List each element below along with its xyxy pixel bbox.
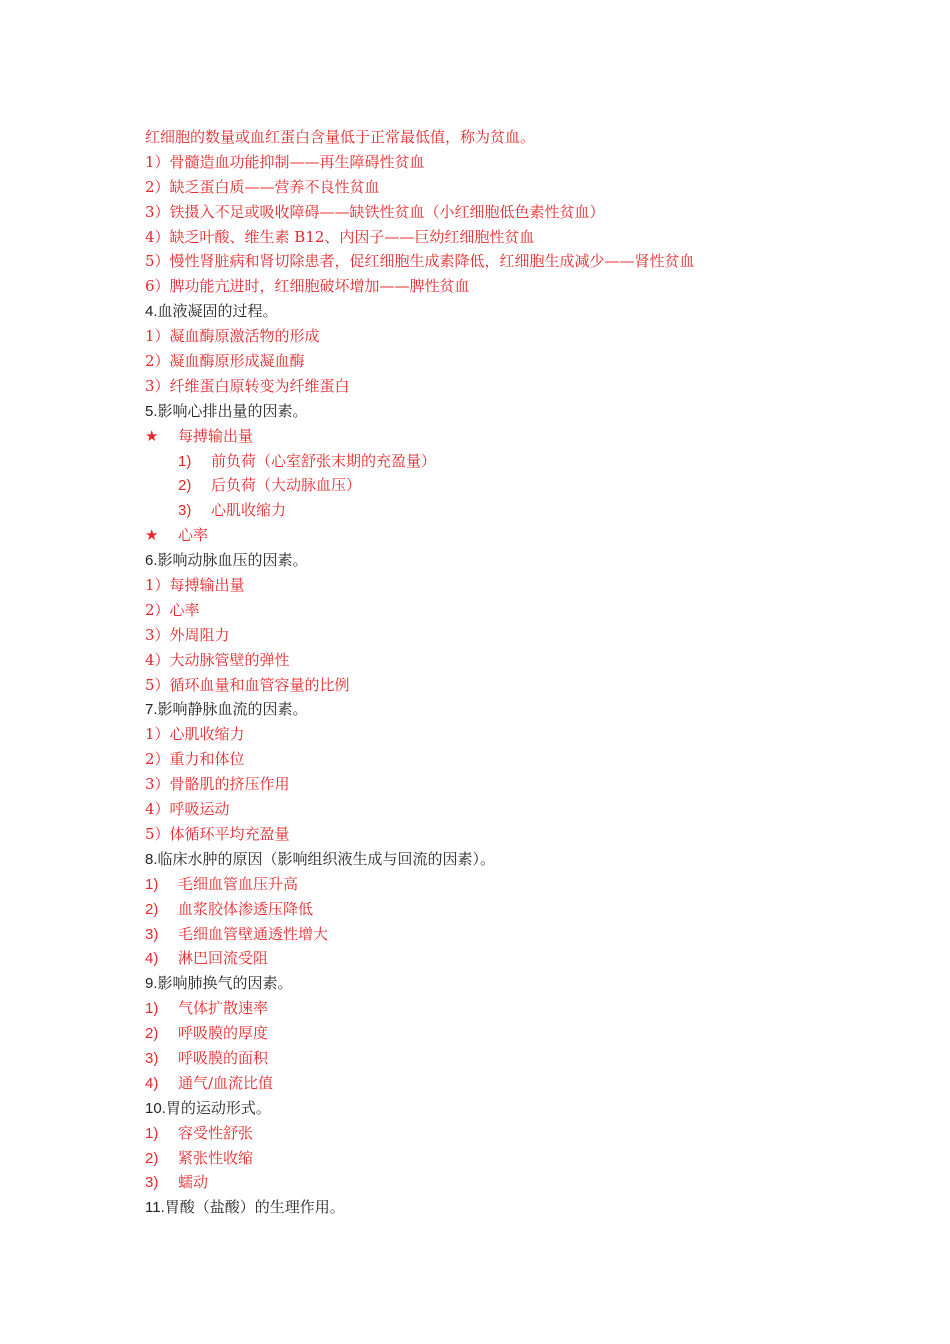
question-number: 8.: [145, 850, 158, 868]
list-item: [145, 922, 865, 947]
item-text: 通气/血流比值: [178, 1073, 274, 1092]
item-text: 前负荷（心室舒张末期的充盈量）: [211, 451, 437, 470]
question-heading-9: [145, 971, 865, 996]
list-item: [145, 1146, 865, 1171]
question-heading-8: [145, 847, 865, 872]
question-title: 胃的运动形式。: [165, 1098, 271, 1117]
list-marker: 1): [145, 1124, 159, 1142]
list-item: 1）凝血酶原激活物的形成: [145, 327, 320, 346]
document-page: [145, 125, 865, 1220]
question-heading-11: [145, 1195, 865, 1220]
list-item: [145, 1071, 865, 1096]
item-text: 毛细血管血压升高: [178, 874, 299, 893]
item-text: 蠕动: [178, 1173, 209, 1192]
item-text: 容受性舒张: [178, 1123, 254, 1142]
question-heading-4: [145, 299, 865, 324]
question-heading-7: [145, 697, 865, 722]
sub-list-item: [145, 473, 865, 498]
sub-list-item: [145, 498, 865, 523]
list-marker: 2): [145, 1025, 159, 1043]
list-item: 1）每搏输出量: [145, 576, 245, 595]
item-text: 血浆胶体渗透压降低: [178, 899, 314, 918]
list-item: 2）凝血酶原形成凝血酶: [145, 352, 305, 371]
question-number: 4.: [145, 303, 158, 321]
item-text: 呼吸膜的厚度: [178, 1024, 269, 1043]
item-text: 每搏输出量: [178, 426, 254, 445]
question-heading-10: [145, 1096, 865, 1121]
list-item: 3）外周阻力: [145, 625, 230, 644]
list-item: 5）循环血量和血管容量的比例: [145, 675, 350, 694]
list-item: [145, 897, 865, 922]
item-text: 呼吸膜的面积: [178, 1048, 269, 1067]
list-marker: 4): [145, 1074, 159, 1092]
item-text: 后负荷（大动脉血压）: [211, 476, 362, 495]
star-list-item: [145, 523, 865, 548]
anemia-definition: 红细胞的数量或血红蛋白含量低于正常最低值，称为贫血。: [145, 128, 536, 146]
list-item: 3）纤维蛋白原转变为纤维蛋白: [145, 376, 350, 395]
question-title: 影响静脉血流的因素。: [157, 700, 308, 719]
item-text: 心肌收缩力: [211, 501, 287, 520]
question-number: 10.: [145, 1099, 166, 1117]
star-icon: ★: [145, 526, 159, 545]
list-item: 4）大动脉管壁的弹性: [145, 650, 290, 669]
list-marker: 1): [145, 1000, 159, 1018]
question-title: 胃酸（盐酸）的生理作用。: [164, 1198, 345, 1217]
item-text: 心率: [178, 526, 209, 545]
question-number: 7.: [145, 701, 158, 719]
item-text: 淋巴回流受阻: [178, 949, 269, 968]
list-item: 1）骨髓造血功能抑制——再生障碍性贫血: [145, 152, 425, 171]
list-marker: 3): [145, 1049, 159, 1067]
question-title: 血液凝固的过程。: [157, 302, 278, 321]
list-marker: 3): [145, 1174, 159, 1192]
item-text: 毛细血管壁通透性增大: [178, 924, 329, 943]
list-marker: 2): [145, 1149, 159, 1167]
list-item: 4）呼吸运动: [145, 800, 230, 819]
list-item: 2）心率: [145, 600, 200, 619]
list-marker: 3): [145, 925, 159, 943]
list-marker: 2): [178, 477, 192, 495]
list-item: 3）骨骼肌的挤压作用: [145, 775, 290, 794]
question-number: 11.: [145, 1199, 165, 1217]
list-marker: 4): [145, 950, 159, 968]
list-marker: 2): [145, 900, 159, 918]
list-item: 3）铁摄入不足或吸收障碍——缺铁性贫血（小红细胞低色素性贫血）: [145, 202, 605, 221]
list-item: [145, 872, 865, 897]
item-text: 气体扩散速率: [178, 999, 269, 1018]
list-item: 5）慢性肾脏病和肾切除患者，促红细胞生成素降低，红细胞生成减少——肾性贫血: [145, 252, 695, 271]
question-title: 临床水肿的原因（影响组织液生成与回流的因素）。: [157, 849, 496, 868]
item-text: 紧张性收缩: [178, 1148, 254, 1167]
question-number: 6.: [145, 552, 158, 570]
question-heading-5: [145, 399, 865, 424]
question-heading-6: [145, 548, 865, 573]
list-marker: 1): [178, 452, 192, 470]
list-item: 1）心肌收缩力: [145, 725, 245, 744]
question-title: 影响心排出量的因素。: [157, 401, 308, 420]
list-item: [145, 1170, 865, 1195]
star-list-item: [145, 424, 865, 449]
list-item: [145, 946, 865, 971]
list-item: [145, 996, 865, 1021]
list-item: 5）体循环平均充盈量: [145, 824, 290, 843]
list-item: [145, 1021, 865, 1046]
question-number: 5.: [145, 402, 158, 420]
sub-list-item: [145, 449, 865, 474]
list-item: 6）脾功能亢进时，红细胞破坏增加——脾性贫血: [145, 277, 470, 296]
list-item: 2）重力和体位: [145, 750, 245, 769]
list-item: 4）缺乏叶酸、维生素 B12、内因子——巨幼红细胞性贫血: [145, 227, 535, 246]
star-icon: ★: [145, 426, 159, 445]
list-item: [145, 1121, 865, 1146]
question-title: 影响肺换气的因素。: [157, 974, 293, 993]
list-item: 2）缺乏蛋白质——营养不良性贫血: [145, 177, 380, 196]
list-marker: 3): [178, 502, 192, 520]
list-marker: 1): [145, 875, 159, 893]
list-item: [145, 1046, 865, 1071]
question-number: 9.: [145, 975, 158, 993]
question-title: 影响动脉血压的因素。: [157, 551, 308, 570]
